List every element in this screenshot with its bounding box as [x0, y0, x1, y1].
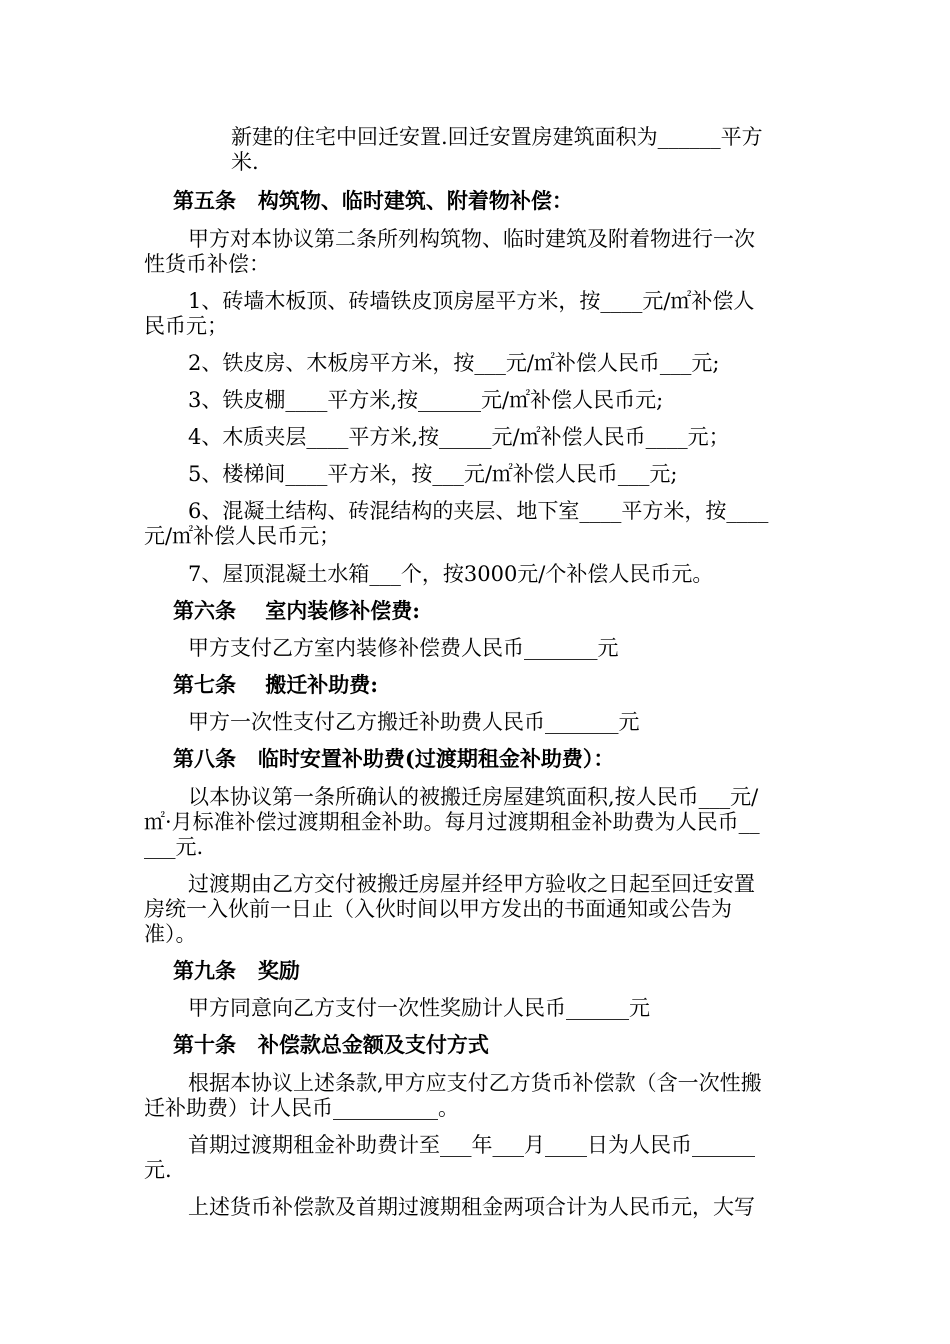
text-line: 甲方对本协议第二条所列构筑物、临时建筑及附着物进行一次 — [188, 227, 755, 251]
text-line: 元. — [144, 1158, 172, 1182]
text-line: 民币元； — [144, 314, 228, 338]
section-heading: 第八条 临时安置补助费(过渡期租金补助费）： — [173, 746, 615, 771]
text-line: 房统一入伙前一日止（入伙时间以甲方发出的书面通知或公告为 — [144, 897, 732, 921]
section-heading: 第七条 搬迁补助费: — [173, 672, 378, 697]
text-line: 甲方一次性支付乙方搬迁补助费人民币_______元 — [188, 710, 640, 734]
text-line: 以本协议第一条所确认的被搬迁房屋建筑面积,按人民币___元/ — [188, 785, 759, 809]
text-line: 4、木质夹层____平方米,按_____元/㎡补偿人民币____元； — [188, 425, 730, 449]
text-line: 甲方支付乙方室内装修补偿费人民币_______元 — [188, 636, 619, 660]
text-line: 7、屋顶混凝土水箱___个，按3000元/个补偿人民币元。 — [188, 562, 714, 586]
text-line: 新建的住宅中回迁安置.回迁安置房建筑面积为______平方 — [231, 125, 763, 149]
text-line: ___元. — [144, 835, 204, 859]
text-line: 上述货币补偿款及首期过渡期租金两项合计为人民币元，大写 — [188, 1195, 755, 1219]
text-line: 首期过渡期租金补助费计至___年___月____日为人民币______ — [188, 1133, 755, 1157]
text-line: 6、混凝土结构、砖混结构的夹层、地下室____平方米，按____ — [188, 499, 769, 523]
text-line: ㎡·月标准补偿过渡期租金补助。每月过渡期租金补助费为人民币__ — [144, 810, 760, 834]
text-line: 过渡期由乙方交付被搬迁房屋并经甲方验收之日起至回迁安置 — [188, 872, 755, 896]
text-line: 迁补助费）计人民币__________。 — [144, 1096, 459, 1120]
text-line: 3、铁皮棚____平方米,按______元/㎡补偿人民币元; — [188, 388, 664, 412]
text-line: 准）。 — [144, 922, 197, 946]
section-heading: 第九条 奖励 — [173, 958, 300, 983]
text-line: 5、楼梯间____平方米，按___元/㎡补偿人民币___元; — [188, 462, 678, 486]
text-line: 2、铁皮房、木板房平方米，按___元/㎡补偿人民币___元; — [188, 351, 720, 375]
text-line: 根据本协议上述条款,甲方应支付乙方货币补偿款（含一次性搬 — [188, 1071, 762, 1095]
text-line: 性货币补偿： — [144, 252, 270, 276]
section-heading: 第十条 补偿款总金额及支付方式 — [173, 1032, 489, 1057]
section-heading: 第六条 室内装修补偿费: — [173, 598, 420, 623]
section-heading: 第五条 构筑物、临时建筑、附着物补偿： — [173, 188, 573, 213]
text-line: 元/㎡补偿人民币元； — [144, 524, 341, 548]
text-line: 米. — [231, 150, 259, 174]
text-line: 1、砖墙木板顶、砖墙铁皮顶房屋平方米，按____元/㎡补偿人 — [188, 289, 755, 313]
text-line: 甲方同意向乙方支付一次性奖励计人民币______元 — [188, 996, 650, 1020]
